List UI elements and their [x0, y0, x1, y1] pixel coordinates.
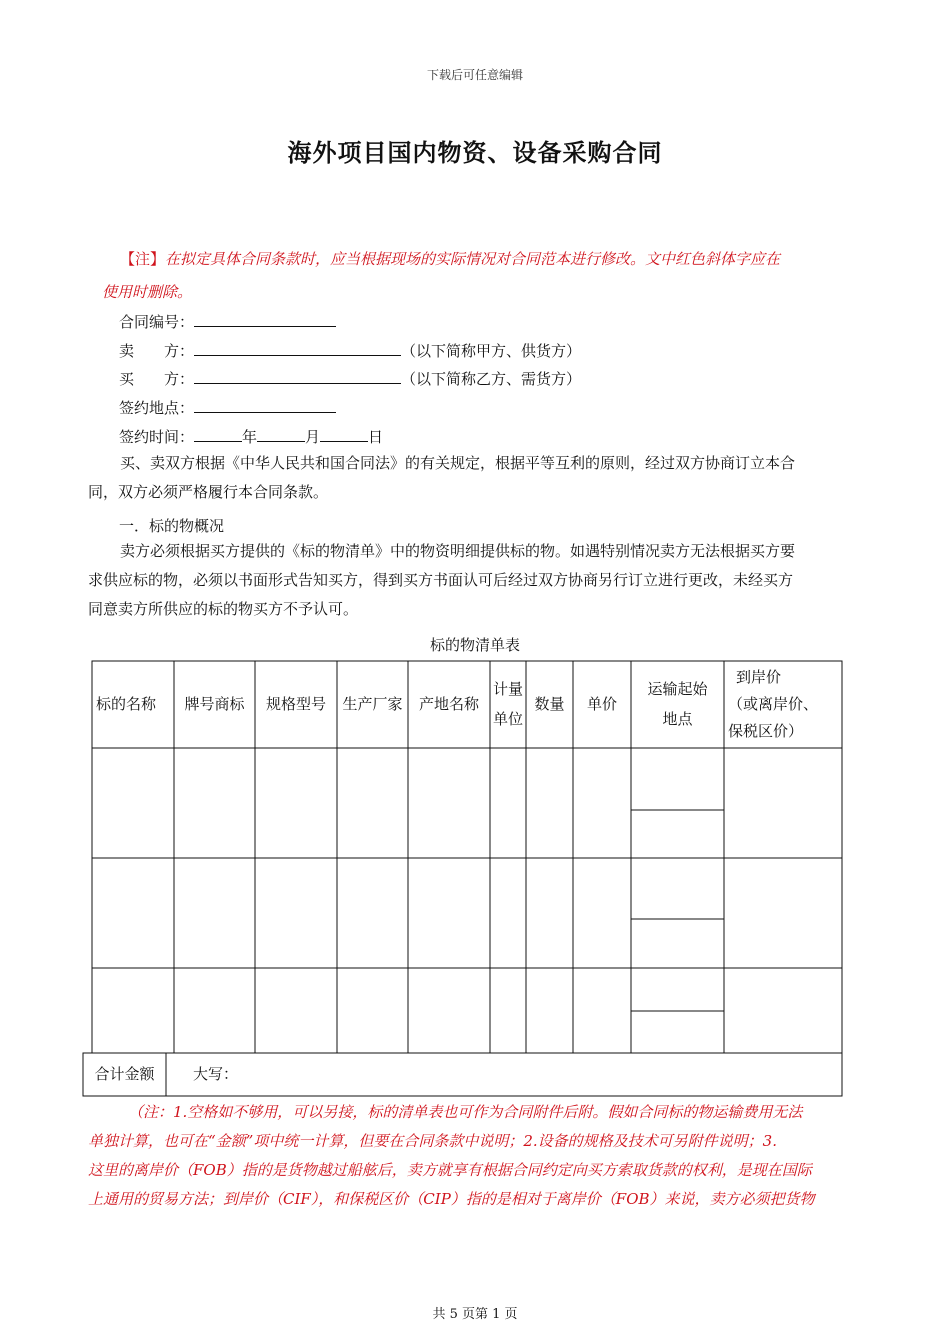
th-maker: 生产厂家 [342, 695, 403, 713]
total-label: 合计金额 [94, 1065, 155, 1083]
th-qty: 数量 [534, 695, 565, 713]
section1-heading: 一．标的物概况 [119, 517, 225, 535]
intro-line1: 买、卖双方根据《中华人民共和国合同法》的有关规定，根据平等互利的原则，经过双方协商订立本合 [120, 454, 796, 472]
year-label: 年 [242, 428, 258, 446]
red-note-tag: 【注】 [120, 250, 166, 268]
section1-line1: 卖方必须根据买方提供的《标的物清单》中的物资明细提供标的物。如遇特别情况卖方无法根据买方要 [120, 542, 796, 560]
sign-place-label: 签约地点： [119, 399, 195, 417]
th-origin: 产地名称 [418, 695, 479, 713]
th-price: 单价 [586, 695, 617, 713]
buyer-label: 买 方： [119, 370, 195, 388]
th-spec: 规格型号 [265, 695, 326, 713]
th-unit-l2: 单位 [492, 710, 523, 728]
th-name: 标的名称 [96, 695, 157, 713]
section1-line2: 求供应标的物，必须以书面形式告知买方，得到买方书面认可后经过双方协商另行订立进行更改，未经买方 [88, 571, 794, 589]
intro-line2: 同，双方必须严格履行本合同条款。 [88, 483, 329, 501]
contract-no-label: 合同编号： [119, 313, 195, 331]
red-note-line2: 使用时删除。 [102, 283, 193, 301]
th-cif [728, 664, 842, 745]
total-caps-label: 大写： [193, 1065, 239, 1083]
sign-time-label: 签约时间： [119, 428, 195, 446]
seller-label: 卖 方： [119, 342, 195, 360]
day-label: 日 [368, 428, 384, 446]
table-note-line3: 这里的离岸价（FOB）指的是货物越过船舷后，卖方就享有根据合同约定向买方索取货款的权利，是现在国际 [88, 1161, 812, 1179]
th-ship-l1: 运输起始 [647, 680, 708, 698]
table-caption: 标的物清单表 [429, 636, 520, 654]
table-note-line1: （注：1.空格如不够用，可以另接，标的清单表也可作为合同附件后附。假如合同标的物运输费用无法 [128, 1103, 803, 1121]
th-unit [490, 678, 526, 730]
seller-suffix: （以下简称甲方、供货方） [401, 342, 582, 360]
page-footer: 共 5 页第 1 页 [432, 1307, 518, 1322]
th-brand: 牌号商标 [184, 695, 245, 713]
table-note-line2: 单独计算，也可在“金额”项中统一计算，但要在合同条款中说明；2.设备的规格及技术可另附件说明；3. [88, 1132, 777, 1150]
header-note: 下载后可任意编辑 [426, 68, 523, 82]
th-cif-l3: 保税区价） [728, 722, 804, 740]
table-note-line4: 上通用的贸易方法；到岸价（CIF），和保税区价（CIP）指的是相对于离岸价（FOB）来说，卖方必须把货物 [88, 1190, 815, 1208]
document-title: 海外项目国内物资、设备采购合同 [287, 138, 663, 167]
th-ship-l2: 地点 [662, 710, 693, 728]
section1-line3: 同意卖方所供应的标的物买方不予认可。 [88, 600, 359, 618]
table-note [88, 1098, 898, 1214]
th-cif-l2: （或离岸价、 [728, 695, 819, 713]
month-label: 月 [305, 428, 321, 446]
th-cif-l1: 到岸价 [736, 668, 782, 686]
red-note-text: 在拟定具体合同条款时，应当根据现场的实际情况对合同范本进行修改。文中红色斜体字应在 [165, 250, 781, 268]
buyer-suffix: （以下简称乙方、需货方） [401, 370, 582, 388]
th-ship [631, 678, 724, 730]
th-unit-l1: 计量 [492, 680, 523, 698]
